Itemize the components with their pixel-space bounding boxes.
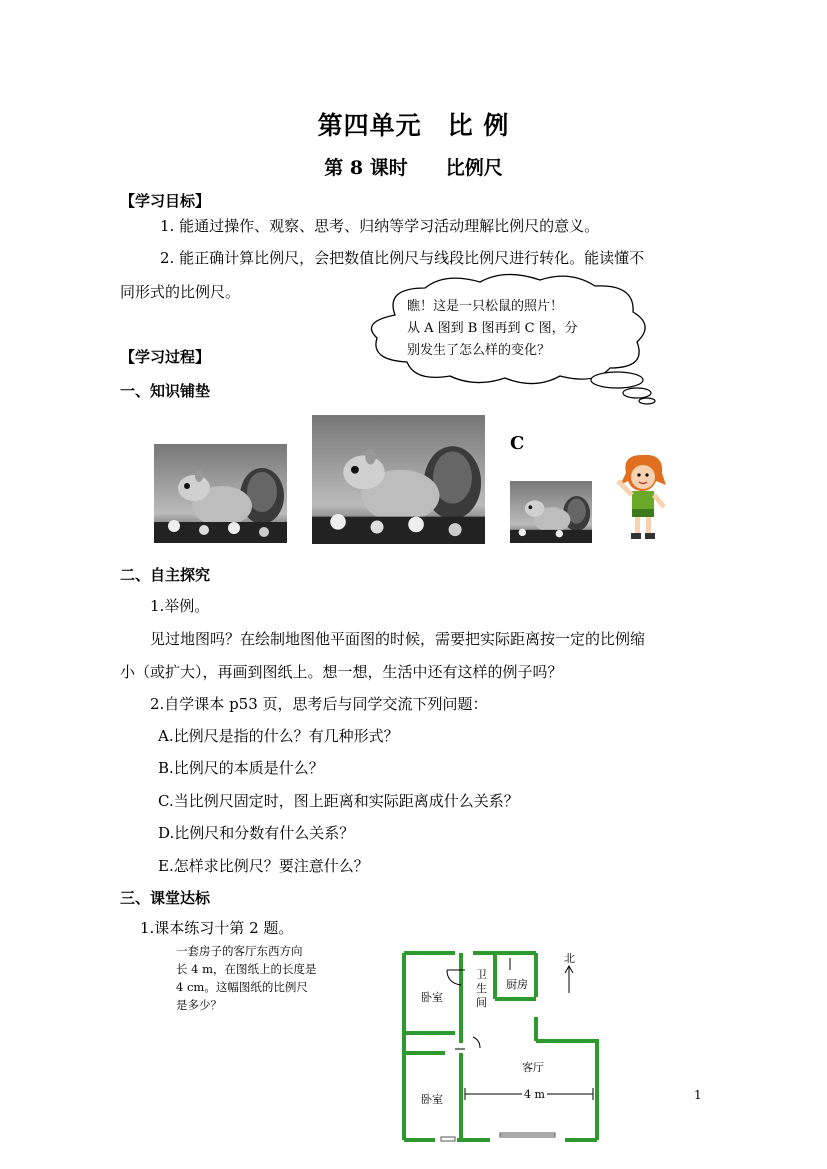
problem-line-4: 是多少？ — [176, 998, 222, 1012]
question-b: B.比例尺的本质是什么？ — [158, 759, 324, 777]
problem-line-3: 4 cm。这幅图纸的比例尺 — [176, 980, 308, 994]
practice-item-1: 1.课本练习十第 2 题。 — [140, 919, 294, 937]
cloud-line-1: 瞧！这是一只松鼠的照片！ — [407, 299, 564, 314]
cloud-line-2: 从 A 图到 B 图再到 C 图，分 — [407, 321, 578, 336]
floor-plan — [395, 945, 607, 1145]
goals-heading: 【学习目标】 — [120, 192, 211, 210]
unit-title: 第四单元 比 例 — [317, 111, 510, 140]
question-a: A.比例尺是指的什么？有几种形式？ — [158, 727, 399, 745]
question-c: C.当比例尺固定时，图上距离和实际距离成什么关系？ — [158, 792, 519, 810]
squirrel-photo-a — [154, 444, 287, 543]
squirrel-photo-b — [312, 415, 485, 544]
problem-line-1: 一套房子的客厅东西方向 — [176, 944, 303, 958]
bedroom-2-label: 卧室 — [421, 1093, 443, 1106]
bathroom-label-3: 间 — [476, 996, 487, 1009]
bedroom-1-label: 卧室 — [421, 991, 443, 1004]
question-d: D.比例尺和分数有什么关系？ — [158, 824, 355, 842]
page-number: 1 — [694, 1088, 702, 1102]
process-heading: 【学习过程】 — [120, 348, 211, 366]
bathroom-label-1: 卫 — [476, 968, 487, 981]
explore-paragraph-line-1: 见过地图吗？在绘制地图他平面图的时候，需要把实际距离按一定的比例缩 — [150, 630, 646, 648]
section-2-heading: 二、自主探究 — [120, 566, 211, 584]
kitchen-label: 厨房 — [506, 978, 528, 991]
explore-item-2: 2.自学课本 p53 页，思考后与同学交流下列问题： — [150, 695, 488, 713]
squirrel-photo-c — [510, 481, 592, 543]
photo-c-label: C — [510, 433, 525, 454]
cloud-line-3: 别发生了怎么样的变化？ — [407, 343, 551, 358]
bathroom-label-2: 生 — [476, 982, 487, 995]
cartoon-girl-illustration — [612, 451, 674, 543]
lesson-title: 第 8 课时 比例尺 — [324, 157, 503, 179]
goal-item-2-line-1: 2. 能正确计算比例尺，会把数值比例尺与线段比例尺进行转化。能读懂不 — [160, 249, 645, 267]
living-room-label: 客厅 — [522, 1061, 544, 1074]
explore-paragraph-line-2: 小（或扩大），再画到图纸上。想一想，生活中还有这样的例子吗？ — [120, 663, 563, 681]
question-e: E.怎样求比例尺？要注意什么？ — [158, 857, 369, 875]
section-3-heading: 三、课堂达标 — [120, 889, 211, 907]
explore-item-1: 1.举例。 — [150, 597, 210, 615]
section-1-heading: 一、知识铺垫 — [120, 382, 211, 400]
problem-line-2: 长 4 m，在图纸上的长度是 — [176, 962, 317, 976]
goal-item-1: 1. 能通过操作、观察、思考、归纳等学习活动理解比例尺的意义。 — [160, 217, 600, 235]
length-label: 4 m — [524, 1088, 545, 1101]
goal-item-2-line-2: 同形式的比例尺。 — [120, 283, 241, 301]
north-label: 北 — [564, 952, 575, 965]
